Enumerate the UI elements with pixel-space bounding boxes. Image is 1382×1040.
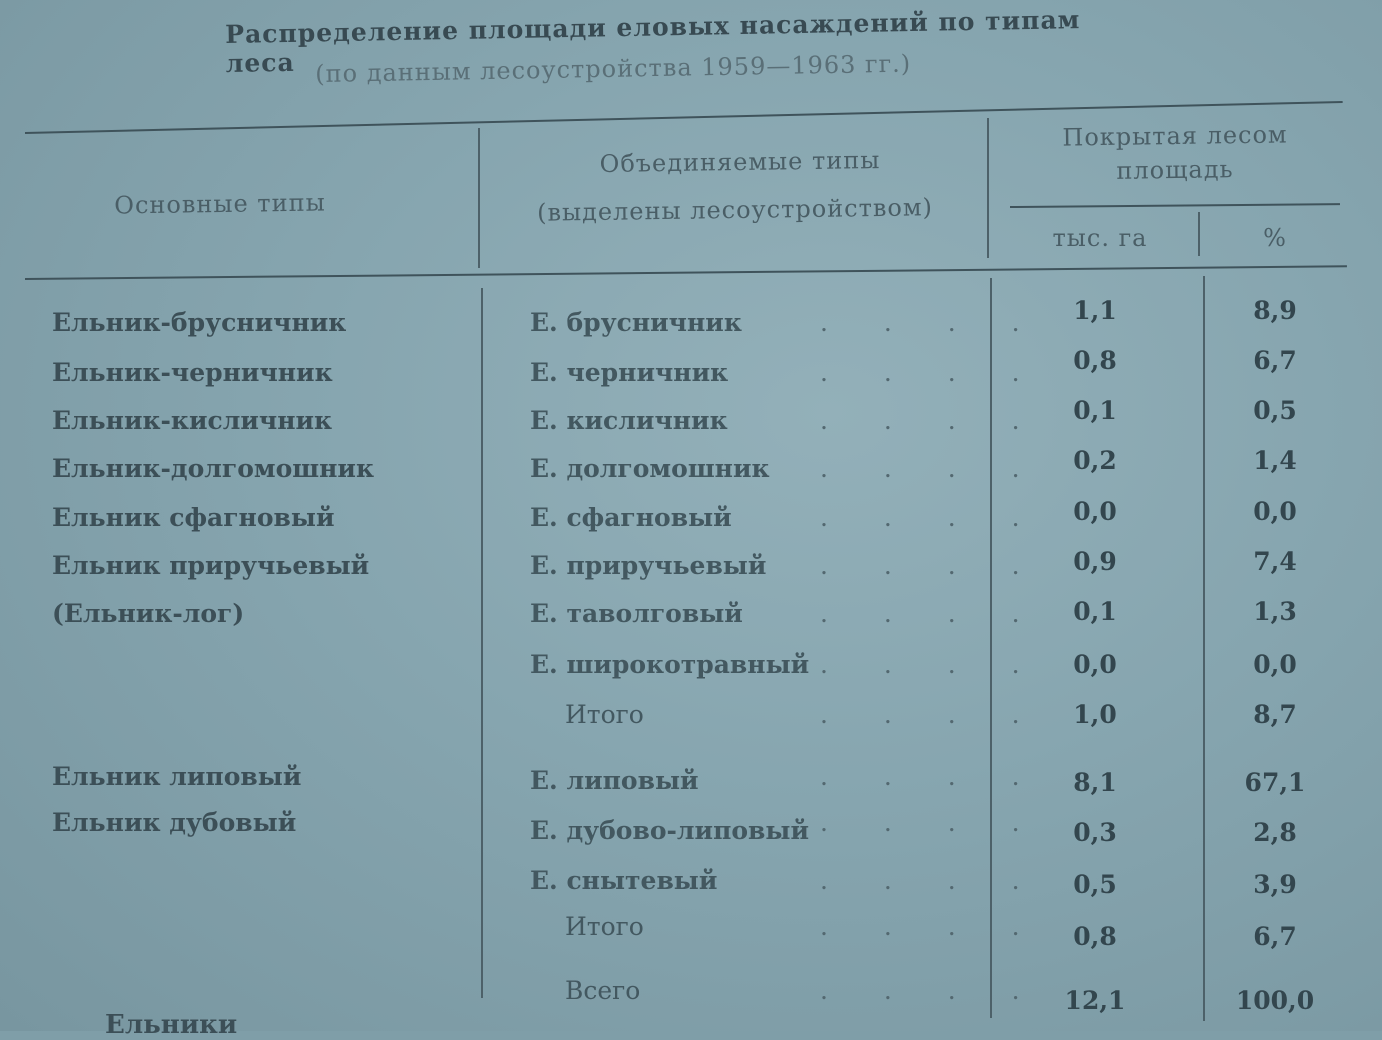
- table-row: [0, 497, 1382, 547]
- header-combined-types-line2: (выделены лесоустройством): [536, 193, 934, 227]
- leader-dots: . . . .: [820, 551, 1044, 580]
- table-row: [0, 762, 1382, 806]
- area-ha: 0,0: [1073, 497, 1117, 526]
- leader-dots: . . . .: [820, 406, 1044, 435]
- area-pct: 3,9: [1253, 870, 1297, 899]
- main-type: (Ельник-лог): [52, 599, 245, 628]
- combined-type: Е. брусничник: [530, 308, 742, 337]
- main-type: Ельник-брусничник: [52, 308, 347, 337]
- area-pct: 6,7: [1253, 346, 1297, 375]
- area-ha: 0,9: [1073, 547, 1117, 576]
- main-type: Ельник-долгомошник: [52, 454, 375, 483]
- main-type: Ельник-кисличник: [52, 406, 333, 435]
- area-ha: 12,1: [1064, 986, 1126, 1015]
- table-row-subtotal: [0, 912, 1382, 956]
- main-type: Ельник приручьевый: [52, 551, 370, 580]
- main-type: Ельник-черничник: [52, 358, 333, 387]
- combined-type: Е. широкотравный: [530, 650, 810, 679]
- combined-type: Е. кисличник: [530, 406, 728, 435]
- area-ha: 0,3: [1073, 818, 1117, 847]
- header-unit-pct: %: [1263, 224, 1287, 252]
- table-row: [0, 599, 1382, 643]
- table-row: [0, 650, 1382, 694]
- column-divider-1: [478, 128, 480, 268]
- table-subtitle: (по данным лесоустройства 1959—1963 гг.): [315, 49, 912, 88]
- column-divider-3: [1198, 212, 1200, 256]
- combined-type: Е. приручьевый: [530, 551, 767, 580]
- area-pct: 0,0: [1253, 650, 1297, 679]
- table-row: [0, 808, 1382, 852]
- table-row: [0, 547, 1382, 595]
- combined-type: Е. долгомошник: [530, 454, 770, 483]
- area-pct: 6,7: [1253, 922, 1297, 951]
- area-pct: 2,8: [1253, 818, 1297, 847]
- table-row-subtotal: [0, 700, 1382, 744]
- subtotal-label: Итого: [565, 700, 644, 729]
- area-ha: 0,8: [1073, 922, 1117, 951]
- area-pct: 0,5: [1253, 396, 1297, 425]
- area-pct: 7,4: [1253, 547, 1297, 576]
- main-type: Ельник дубовый: [52, 808, 297, 837]
- header-bottom-rule: [25, 265, 1347, 280]
- area-pct: 67,1: [1244, 768, 1306, 797]
- leader-dots: . . . .: [820, 503, 1044, 532]
- area-pct: 1,4: [1253, 446, 1297, 475]
- leader-dots: . . . .: [820, 866, 1044, 895]
- area-ha: 0,0: [1073, 650, 1117, 679]
- combined-type: Е. липовый: [530, 766, 699, 795]
- area-pct: 8,7: [1253, 700, 1297, 729]
- combined-type: Е. сфагновый: [530, 503, 732, 532]
- area-ha: 0,5: [1073, 870, 1117, 899]
- area-ha: 0,1: [1073, 396, 1117, 425]
- area-ha: 8,1: [1073, 768, 1117, 797]
- main-type: Ельник липовый: [52, 762, 302, 791]
- column-divider-2: [987, 118, 989, 258]
- table-row: [0, 396, 1382, 450]
- area-ha: 0,1: [1073, 597, 1117, 626]
- combined-type: Е. дубово-липовый: [530, 816, 810, 845]
- table-row: [0, 866, 1382, 910]
- area-ha: 0,8: [1073, 346, 1117, 375]
- area-subheader-rule: [1010, 203, 1340, 208]
- header-area-line2: площадь: [1116, 155, 1234, 185]
- combined-type: Е. черничник: [530, 358, 729, 387]
- next-paragraph-fragment: Ельники: [105, 1010, 238, 1040]
- area-ha: 0,2: [1073, 446, 1117, 475]
- combined-type: Е. снытевый: [530, 866, 718, 895]
- leader-dots: . . . .: [820, 912, 1044, 941]
- leader-dots: . . . .: [820, 454, 1044, 483]
- leader-dots: . . . .: [820, 599, 1044, 628]
- total-label: Всего: [565, 976, 641, 1005]
- area-pct: 0,0: [1253, 497, 1297, 526]
- leader-dots: . . . .: [820, 762, 1044, 791]
- area-pct: 100,0: [1235, 986, 1315, 1015]
- area-pct: 1,3: [1253, 597, 1297, 626]
- subtotal-label: Итого: [565, 912, 644, 941]
- leader-dots: . . . .: [820, 308, 1044, 337]
- area-pct: 8,9: [1253, 296, 1297, 325]
- leader-dots: . . . .: [820, 700, 1044, 729]
- header-combined-types-line1: Объединяемые типы: [599, 146, 881, 178]
- leader-dots: . . . .: [820, 650, 1044, 679]
- table-row: [0, 446, 1382, 498]
- combined-type: Е. таволговый: [530, 599, 743, 628]
- leader-dots: . . . .: [820, 976, 1044, 1005]
- leader-dots: . . . .: [820, 358, 1044, 387]
- table-title: Распределение площади еловых насаждений по типам леса: [225, 5, 1081, 78]
- area-ha: 1,1: [1073, 296, 1117, 325]
- header-unit-ha: тыс. га: [1052, 224, 1148, 252]
- area-ha: 1,0: [1073, 700, 1117, 729]
- main-type: Ельник сфагновый: [52, 503, 335, 532]
- header-area-line1: Покрытая лесом: [1062, 120, 1288, 152]
- leader-dots: . . . .: [820, 808, 1044, 837]
- header-main-types: Основные типы: [114, 188, 326, 220]
